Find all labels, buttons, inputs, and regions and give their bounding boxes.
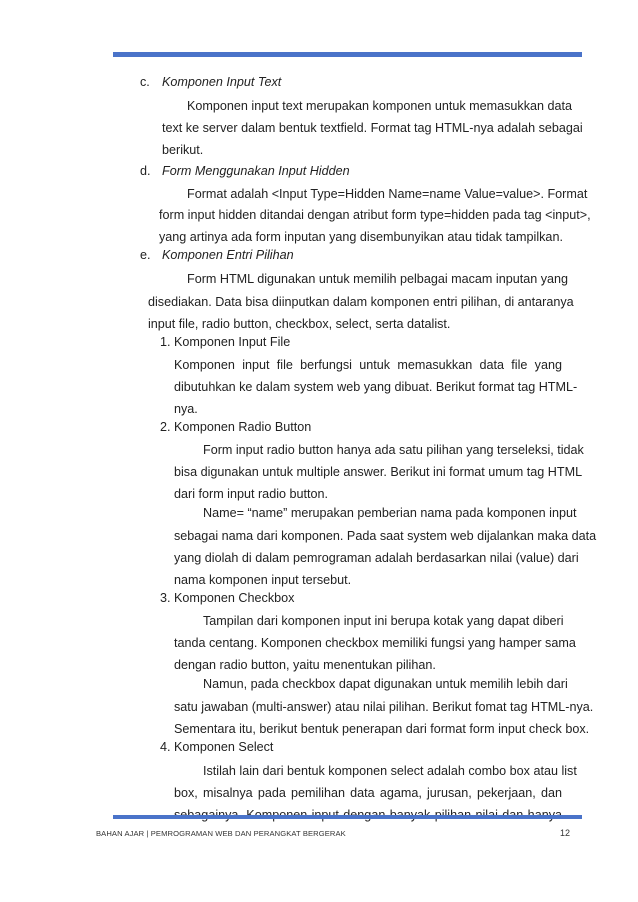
section-c-marker: c. <box>140 75 150 89</box>
paragraph-line: Form HTML digunakan untuk memilih pelbagai macam inputan yang <box>187 272 569 286</box>
list-item-2-title: Komponen Radio Button <box>174 420 312 434</box>
paragraph-line: Form input radio button hanya ada satu pilihan yang terseleksi, tidak <box>203 443 584 457</box>
page-number: 12 <box>560 828 571 838</box>
section-e-title: Komponen Entri Pilihan <box>162 248 294 262</box>
section-e-heading <box>140 247 294 263</box>
footer-rule <box>113 815 582 819</box>
paragraph-line: dengan radio button, yaitu menentukan pilihan. <box>174 658 436 672</box>
list-item-2-heading <box>160 419 311 435</box>
list-item-1-marker: 1. <box>160 335 171 349</box>
paragraph-line: dibutuhkan ke dalam system web yang dibuat. Berikut format tag HTML- <box>174 380 578 394</box>
paragraph-line: Istilah lain dari bentuk komponen select adalah combo box atau list <box>203 764 577 778</box>
paragraph-line: Komponen input file berfungsi untuk memasukkan data file yang <box>174 358 562 372</box>
section-c-title: Komponen Input Text <box>162 75 282 89</box>
section-d-heading <box>140 163 350 179</box>
list-item-1-title: Komponen Input File <box>174 335 291 349</box>
paragraph-line: bisa digunakan untuk multiple answer. Berikut ini format umum tag HTML <box>174 465 583 479</box>
paragraph-line: Tampilan dari komponen input ini berupa kotak yang dapat diberi <box>203 614 564 628</box>
section-d-marker: d. <box>140 164 151 178</box>
list-item-1-heading <box>160 334 290 350</box>
list-item-4-title: Komponen Select <box>174 740 274 754</box>
paragraph-line: berikut. <box>162 143 204 157</box>
paragraph-line: tanda centang. Komponen checkbox memiliki fungsi yang hamper sama <box>174 636 576 650</box>
paragraph-line: text ke server dalam bentuk textfield. Format tag HTML-nya adalah sebagai <box>162 121 583 135</box>
section-d-title: Form Menggunakan Input Hidden <box>162 164 350 178</box>
list-item-2-marker: 2. <box>160 420 171 434</box>
section-c-heading <box>140 74 281 90</box>
paragraph-line: Komponen input text merupakan komponen untuk memasukkan data <box>187 99 573 113</box>
paragraph-line: dari form input radio button. <box>174 487 329 501</box>
list-item-3-heading <box>160 590 294 606</box>
paragraph-line: disediakan. Data bisa diinputkan dalam komponen entri pilihan, di antaranya <box>148 295 574 309</box>
paragraph-line: input file, radio button, checkbox, select, serta datalist. <box>148 317 451 331</box>
paragraph-line: Name= “name” merupakan pemberian nama pada komponen input <box>203 506 577 520</box>
paragraph-line: form input hidden ditandai dengan atribut form type=hidden pada tag <input>, <box>159 208 591 222</box>
header-rule <box>113 52 582 57</box>
paragraph-line: yang artinya ada form inputan yang disembunyikan atau tidak tampilkan. <box>159 230 563 244</box>
paragraph-line: nama komponen input tersebut. <box>174 573 352 587</box>
paragraph-line: sebagai nama dari komponen. Pada saat system web dijalankan maka data <box>174 529 597 543</box>
paragraph-line: Sementara itu, berikut bentuk penerapan dari format form input check box. <box>174 722 590 736</box>
paragraph-line: yang diolah di dalam pemrograman adalah berdasarkan nilai (value) dari <box>174 551 579 565</box>
paragraph-line: Namun, pada checkbox dapat digunakan untuk memilih lebih dari <box>203 677 568 691</box>
list-item-3-marker: 3. <box>160 591 171 605</box>
paragraph-line: nya. <box>174 402 198 416</box>
list-item-3-title: Komponen Checkbox <box>174 591 295 605</box>
paragraph-line: satu jawaban (multi-answer) atau nilai pilihan. Berikut fomat tag HTML-nya. <box>174 700 594 714</box>
list-item-4-heading <box>160 739 273 755</box>
paragraph-line: box, misalnya pada pemilihan data agama, jurusan, pekerjaan, dan <box>174 786 562 800</box>
section-e-marker: e. <box>140 248 151 262</box>
paragraph-line: Format adalah <Input Type=Hidden Name=name Value=value>. Format <box>187 187 588 201</box>
list-item-4-marker: 4. <box>160 740 171 754</box>
footer-title: BAHAN AJAR | PEMROGRAMAN WEB DAN PERANGKAT BERGERAK <box>96 829 346 838</box>
